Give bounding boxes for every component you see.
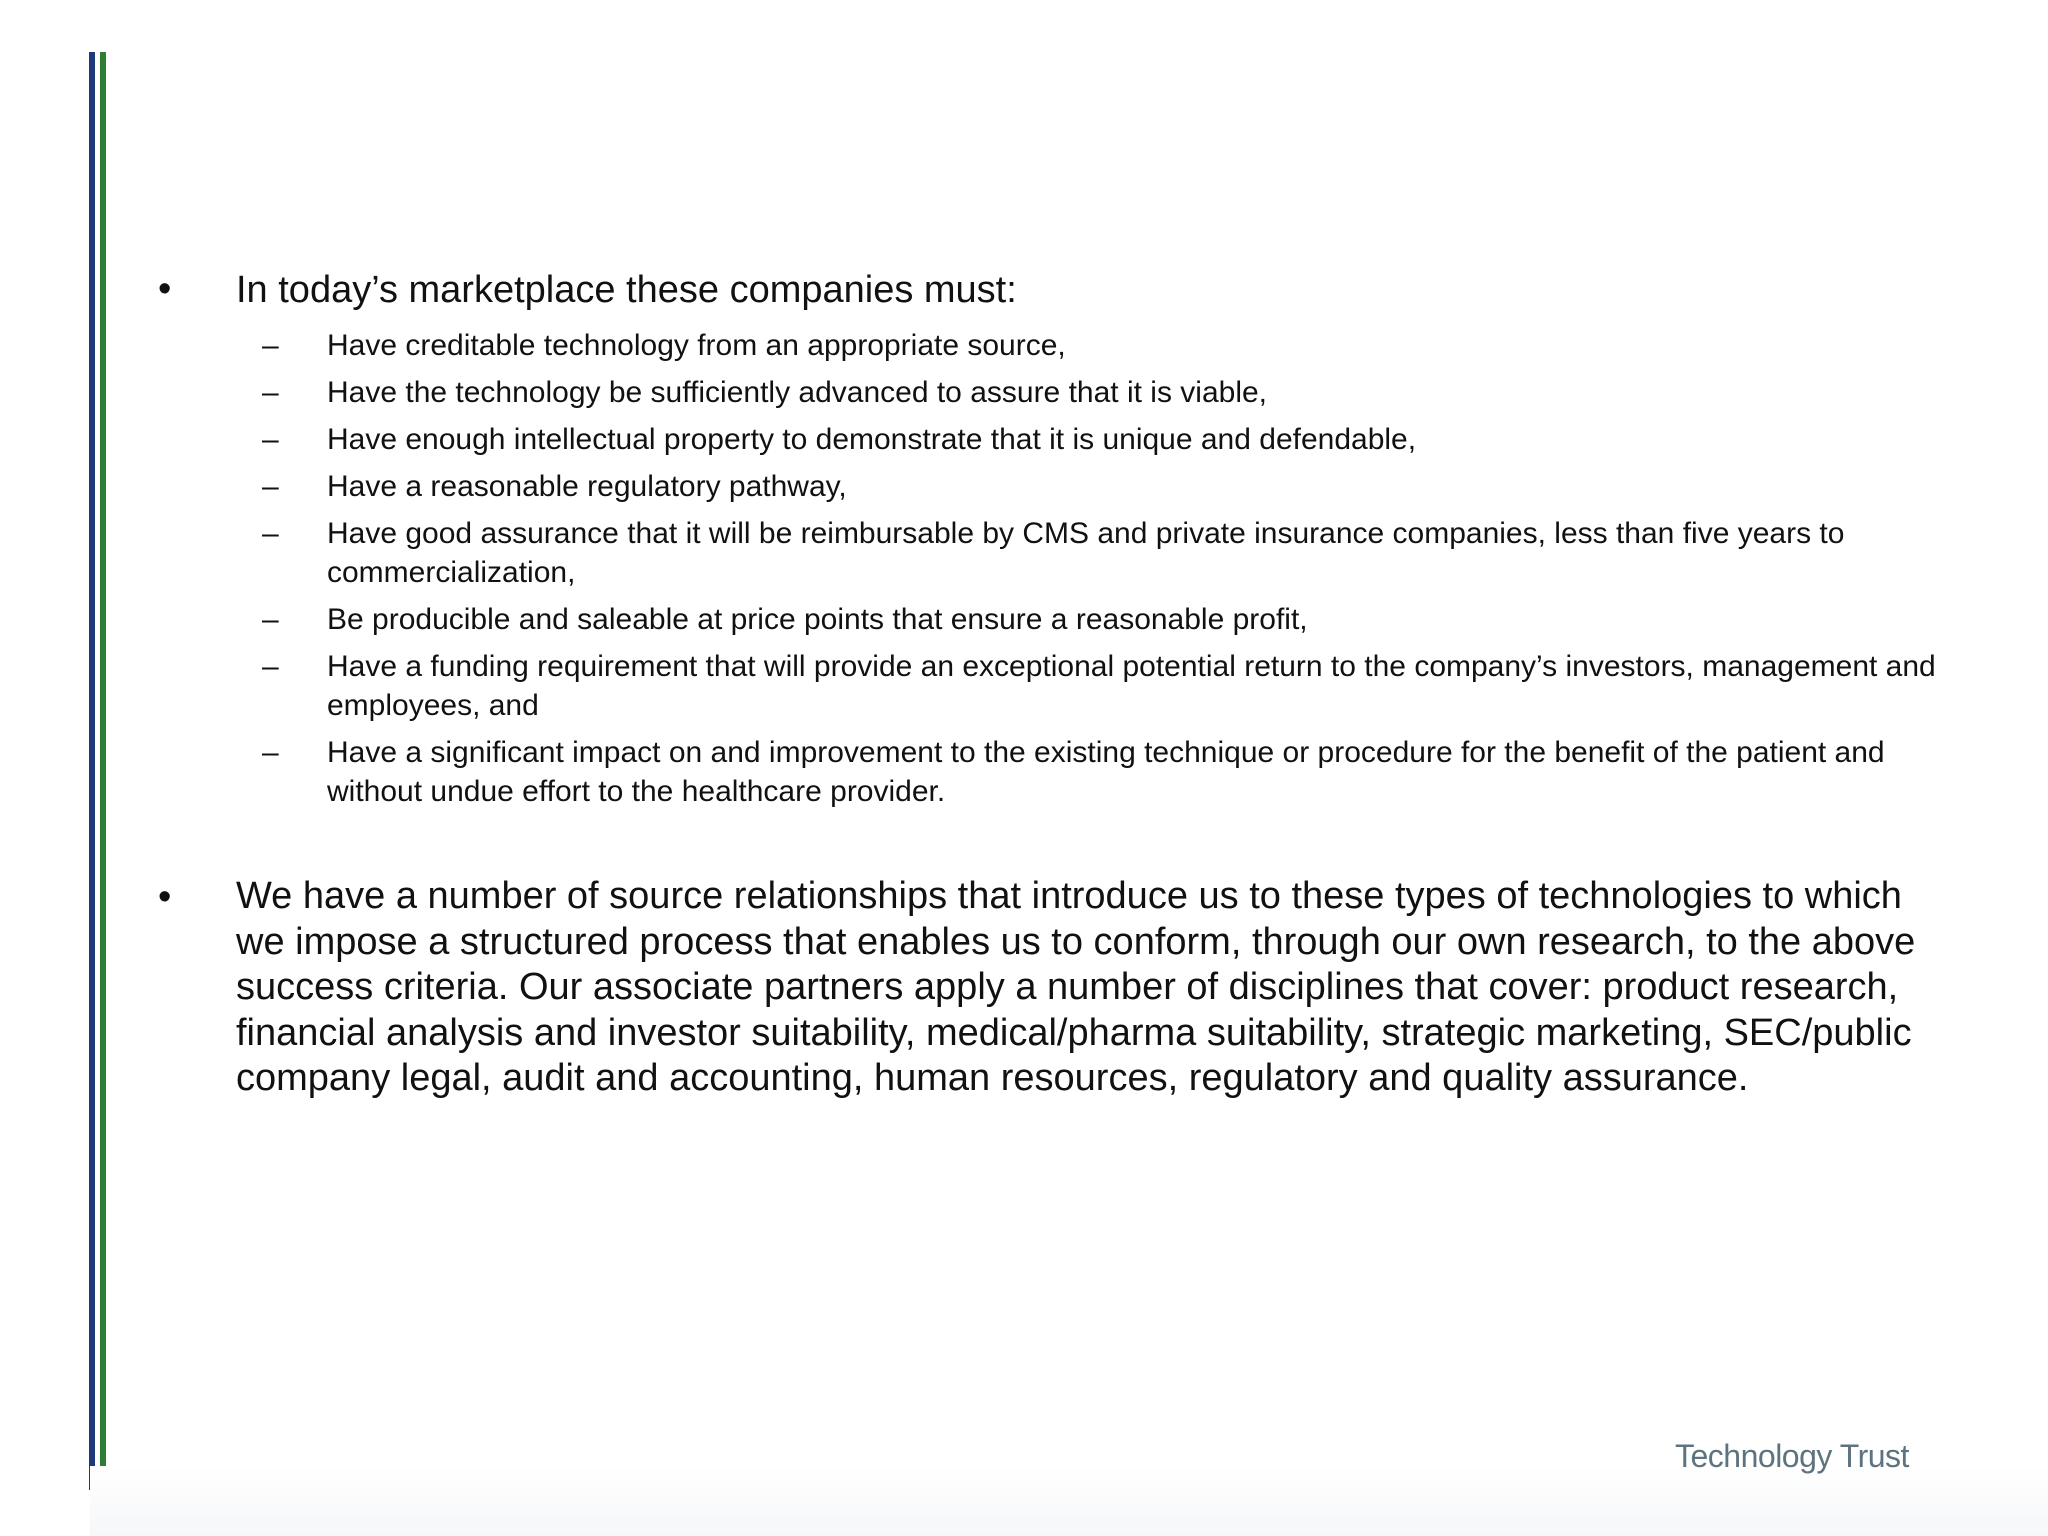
dash-marker: – — [262, 329, 279, 362]
bullet-1-lead: In today’s marketplace these companies must: — [236, 269, 1017, 311]
list-item-text: Have creditable technology from an appropriate source, — [327, 329, 1066, 362]
dash-marker: – — [262, 470, 279, 503]
dash-marker: – — [262, 603, 279, 636]
bullet-marker: • — [158, 876, 172, 918]
list-item-text: Have the technology be sufficiently advanced to assure that it is viable, — [327, 376, 1268, 409]
dash-marker: – — [262, 423, 279, 456]
list-item-text: Have enough intellectual property to demonstrate that it is unique and defendable, — [327, 423, 1417, 456]
bullet-marker: • — [158, 268, 172, 310]
list-item-text: Have good assurance that it will be reimbursable by CMS and private insurance companies, less than five years to commercialization, — [327, 517, 1845, 589]
accent-bar-blue — [89, 52, 95, 1490]
technology-trust-logo: Technology Trust — [1675, 1438, 1909, 1474]
accent-bar-green — [100, 52, 106, 1490]
list-item-text: Have a funding requirement that will provide an exceptional potential return to the company’s investors, management and employees, and — [327, 650, 1936, 722]
bullet-2-text: We have a number of source relationships that introduce us to these types of technologies to which we impose a structured process that enables us to conform, through our own research, to the above success criteria. Our associate partners apply a number of disciplines that cover: product research, financial analysis and investor suitability, medical/pharma suitability, strategic marketing, SEC/public company legal, audit and accounting, human resources, regulatory and quality assurance. — [236, 875, 1916, 1099]
dash-marker: – — [262, 650, 279, 683]
list-item-text: Be producible and saleable at price points that ensure a reasonable profit, — [327, 603, 1308, 636]
list-item-text: Have a reasonable regulatory pathway, — [327, 470, 847, 503]
dash-marker: – — [262, 376, 279, 409]
bottom-fade — [90, 1466, 2048, 1536]
list-item-text: Have a significant impact on and improvement to the existing technique or procedure for the benefit of the patient and without undue effort to the healthcare provider. — [327, 736, 1885, 808]
dash-marker: – — [262, 517, 279, 550]
dash-marker: – — [262, 736, 279, 769]
